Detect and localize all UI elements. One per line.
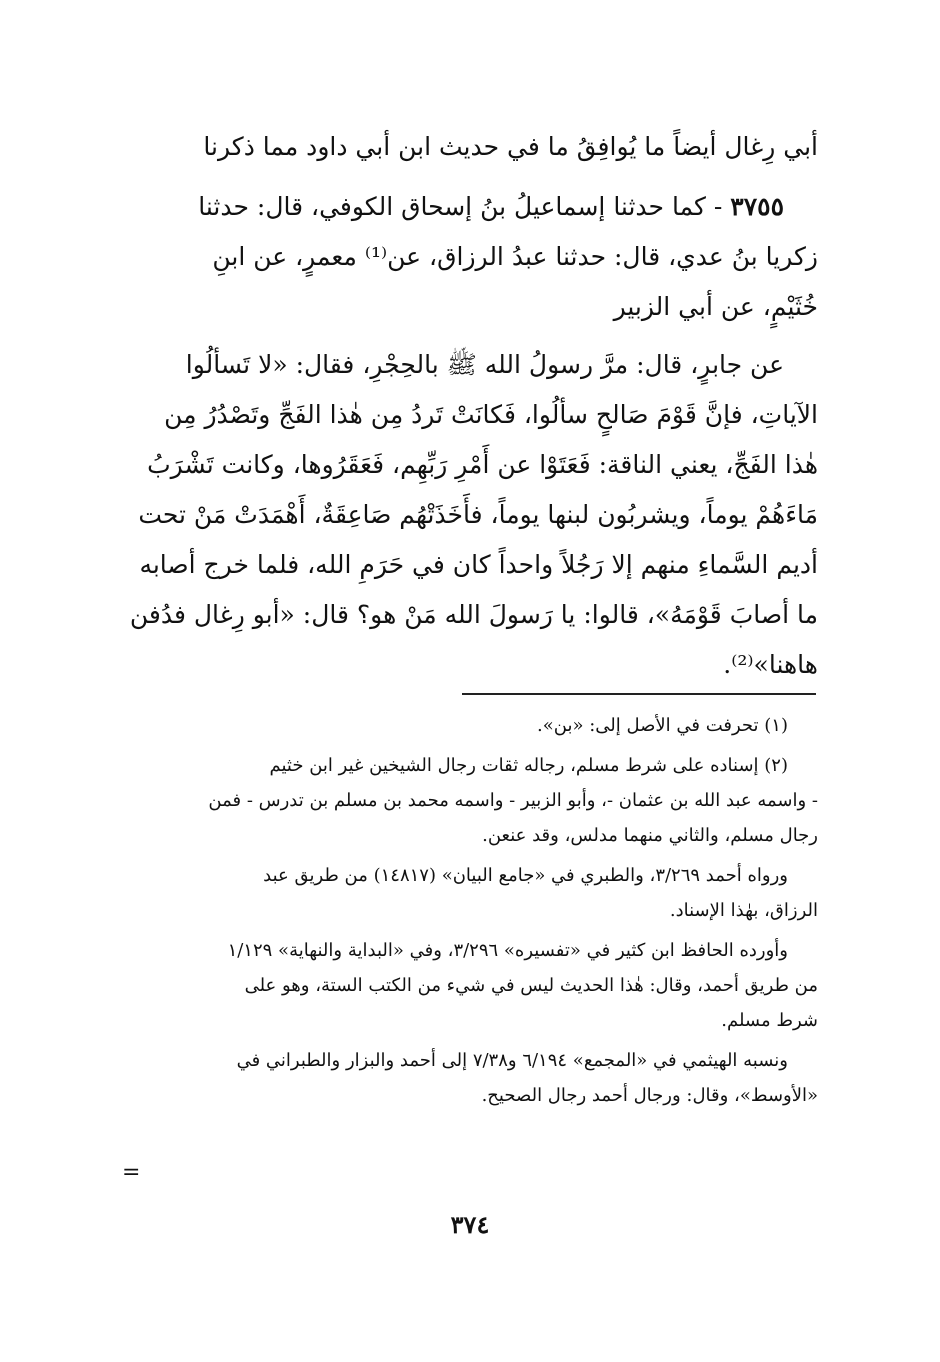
matn-line: عن جابرٍ، قال: مرَّ رسولُ الله ﷺ بالحِجْرِ، فقال: «لا تَسألُوا bbox=[185, 350, 784, 379]
matn-line: هٰذا الفَجِّ، يعني الناقة: فَعَتَوْا عن أَمْرِ رَبِّهِم، فَعَقَرُوها، وكانت تَشْرَبُ bbox=[147, 450, 818, 479]
footnote-line: (٢) إسناده على شرط مسلم، رجاله ثقات رجال الشيخين غير ابن خثيم bbox=[269, 755, 788, 776]
footnote-2-ibn-kathir bbox=[124, 933, 818, 1038]
continuation-mark: = bbox=[122, 1160, 141, 1185]
footnote-line: شرط مسلم. bbox=[721, 1010, 818, 1031]
footnote-line: - واسمه عبد الله بن عثمان -، وأبو الزبير - واسمه محمد بن مسلم بن تدرس - فمن bbox=[208, 790, 818, 811]
footnote-line: ونسبه الهيثمي في «المجمع» ٦/١٩٤ و٧/٣٨ إلى أحمد والبزار والطبراني في bbox=[236, 1050, 788, 1071]
footnote-line: الرزاق، بهٰذا الإسناد. bbox=[669, 900, 818, 921]
text-line: أبي رِغال أيضاً ما يُوافِقُ ما في حديث ابن أبي داود مما ذكرنا bbox=[203, 132, 818, 161]
footnote-divider bbox=[462, 693, 816, 695]
footnote-1 bbox=[124, 708, 818, 743]
isnad-line: - كما حدثنا إسماعيلُ بنُ إسحاق الكوفي، قال: حدثنا bbox=[198, 192, 723, 221]
isnad-line: خُثَيْمٍ، عن أبي الزبير bbox=[613, 292, 818, 321]
hadith-number: ٣٧٥٥ bbox=[730, 192, 784, 221]
footnote-line: (١) تحرفت في الأصل إلى: «بن». bbox=[537, 715, 788, 736]
footnote-line: رجال مسلم، والثاني منهما مدلس، وقد عنعن. bbox=[482, 825, 818, 846]
hadith-isnad bbox=[128, 182, 818, 332]
footnote-line: من طريق أحمد، وقال: هٰذا الحديث ليس في شيء من الكتب الستة، وهو على bbox=[244, 975, 818, 996]
matn-line: مَاءَهُمْ يوماً، ويشربُون لبنها يوماً، فأَخَذَتْهُم صَاعِقَةٌ، أَهْمَدَتْ مَنْ تحت bbox=[138, 500, 818, 529]
footnote-2-haythami bbox=[124, 1043, 818, 1113]
page-number: ٣٧٤ bbox=[450, 1210, 490, 1239]
continuation-paragraph bbox=[128, 122, 818, 172]
footnote-line: ورواه أحمد ٣/٢٦٩، والطبري في «جامع البيان» (١٤٨١٧) من طريق عبد bbox=[263, 865, 788, 886]
hadith-matn bbox=[128, 340, 818, 690]
isnad-line: زكريا بنُ عدي، قال: حدثنا عبدُ الرزاق، عن⁽¹⁾ معمرٍ، عن ابنِ bbox=[212, 242, 818, 271]
matn-line: ما أصابَ قَوْمَهُ»، قالوا: يا رَسولَ الله مَنْ هو؟ قال: «أبو رِغال فدُفن bbox=[129, 600, 818, 629]
matn-line: هاهنا»⁽²⁾. bbox=[723, 650, 818, 679]
matn-line: أديم السَّماءِ منهم إلا رَجُلاً واحداً كان في حَرَمِ الله، فلما خرج أصابه bbox=[139, 550, 818, 579]
text-line bbox=[128, 182, 818, 232]
footnote-2 bbox=[124, 748, 818, 853]
footnote-line: وأورده الحافظ ابن كثير في «تفسيره» ٣/٢٩٦، وفي «البداية والنهاية» ١/١٢٩ bbox=[227, 940, 788, 961]
footnote-2-ahmad bbox=[124, 858, 818, 928]
footnotes bbox=[124, 708, 818, 1118]
matn-line: الآياتِ، فإنَّ قَوْمَ صَالحٍ سألُوا، فَكانَتْ تَردُ مِن هٰذا الفَجِّ وتَصْدُرُ مِن bbox=[164, 400, 818, 429]
footnote-line: «الأوسط»، وقال: ورجال أحمد رجال الصحيح. bbox=[481, 1085, 818, 1106]
